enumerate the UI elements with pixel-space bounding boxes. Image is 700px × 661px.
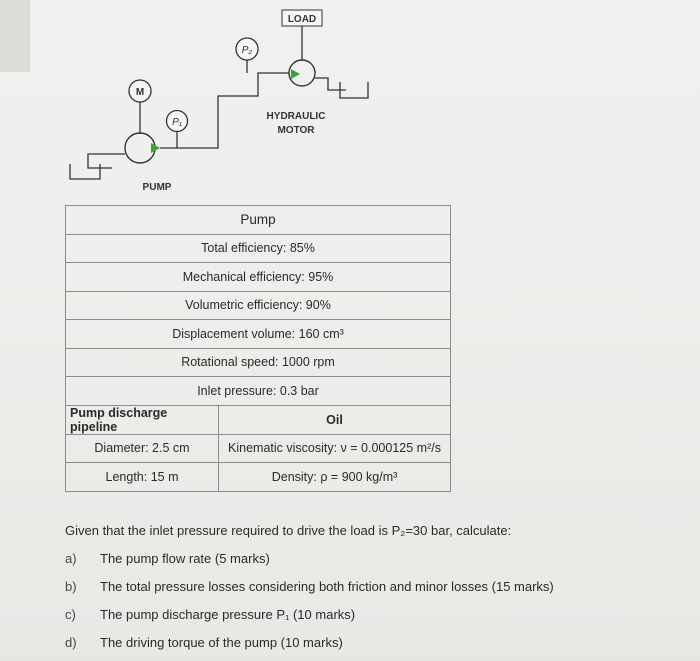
- item-marker: d): [65, 635, 77, 650]
- gauge-p1-label: P₁: [172, 117, 182, 128]
- pump-suction-line: [88, 154, 125, 168]
- spec-total-efficiency: Total efficiency: 85%: [66, 234, 451, 263]
- specifications-table: [65, 205, 451, 492]
- motor-return-line: [315, 78, 346, 90]
- pump-symbol: [125, 133, 155, 163]
- item-text: The pump flow rate (5 marks): [100, 551, 270, 566]
- spec-displacement-volume: Displacement volume: 160 cm³: [66, 320, 451, 349]
- table-title-pump: Pump: [66, 206, 451, 235]
- load-label: LOAD: [287, 14, 317, 25]
- spec-mechanical-efficiency: Mechanical efficiency: 95%: [66, 263, 451, 292]
- question-item-d: [65, 633, 685, 661]
- pump-tank-symbol: [70, 164, 100, 179]
- item-text: The total pressure losses considering both friction and minor losses (15 marks): [100, 579, 554, 594]
- item-text: The pump discharge pressure P₁ (10 marks): [100, 607, 356, 622]
- oil-header: Oil: [219, 405, 451, 434]
- question-item-c: [65, 605, 685, 633]
- item-marker: b): [65, 579, 77, 594]
- item-text: The driving torque of the pump (10 marks): [100, 635, 343, 650]
- electric-motor-label: M: [135, 87, 145, 98]
- pipeline-header: Pump discharge pipeline: [66, 405, 219, 434]
- pipe-diameter: Diameter: 2.5 cm: [66, 434, 219, 463]
- motor-label-line1: HYDRAULIC: [266, 111, 326, 122]
- spec-volumetric-efficiency: Volumetric efficiency: 90%: [66, 291, 451, 320]
- motor-triangle-icon: [291, 69, 300, 79]
- spec-rotational-speed: Rotational speed: 1000 rpm: [66, 348, 451, 377]
- spec-inlet-pressure: Inlet pressure: 0.3 bar: [66, 377, 451, 406]
- question-block: [65, 523, 685, 661]
- question-intro: Given that the inlet pressure required to drive the load is P₂=30 bar, calculate:: [65, 523, 512, 538]
- gauge-p2-label: P₂: [241, 45, 253, 56]
- question-item-a: [65, 549, 685, 577]
- pump-label: PUMP: [142, 182, 172, 193]
- oil-viscosity: Kinematic viscosity: ν = 0.000125 m²/s: [219, 434, 451, 463]
- motor-label-line2: MOTOR: [277, 125, 315, 136]
- item-marker: a): [65, 551, 77, 566]
- oil-density: Density: ρ = 900 kg/m³: [219, 463, 451, 492]
- question-item-b: [65, 577, 685, 605]
- hydraulic-circuit-diagram: [0, 0, 700, 205]
- pump-triangle-icon: [151, 143, 160, 153]
- pipe-length: Length: 15 m: [66, 463, 219, 492]
- item-marker: c): [65, 607, 76, 622]
